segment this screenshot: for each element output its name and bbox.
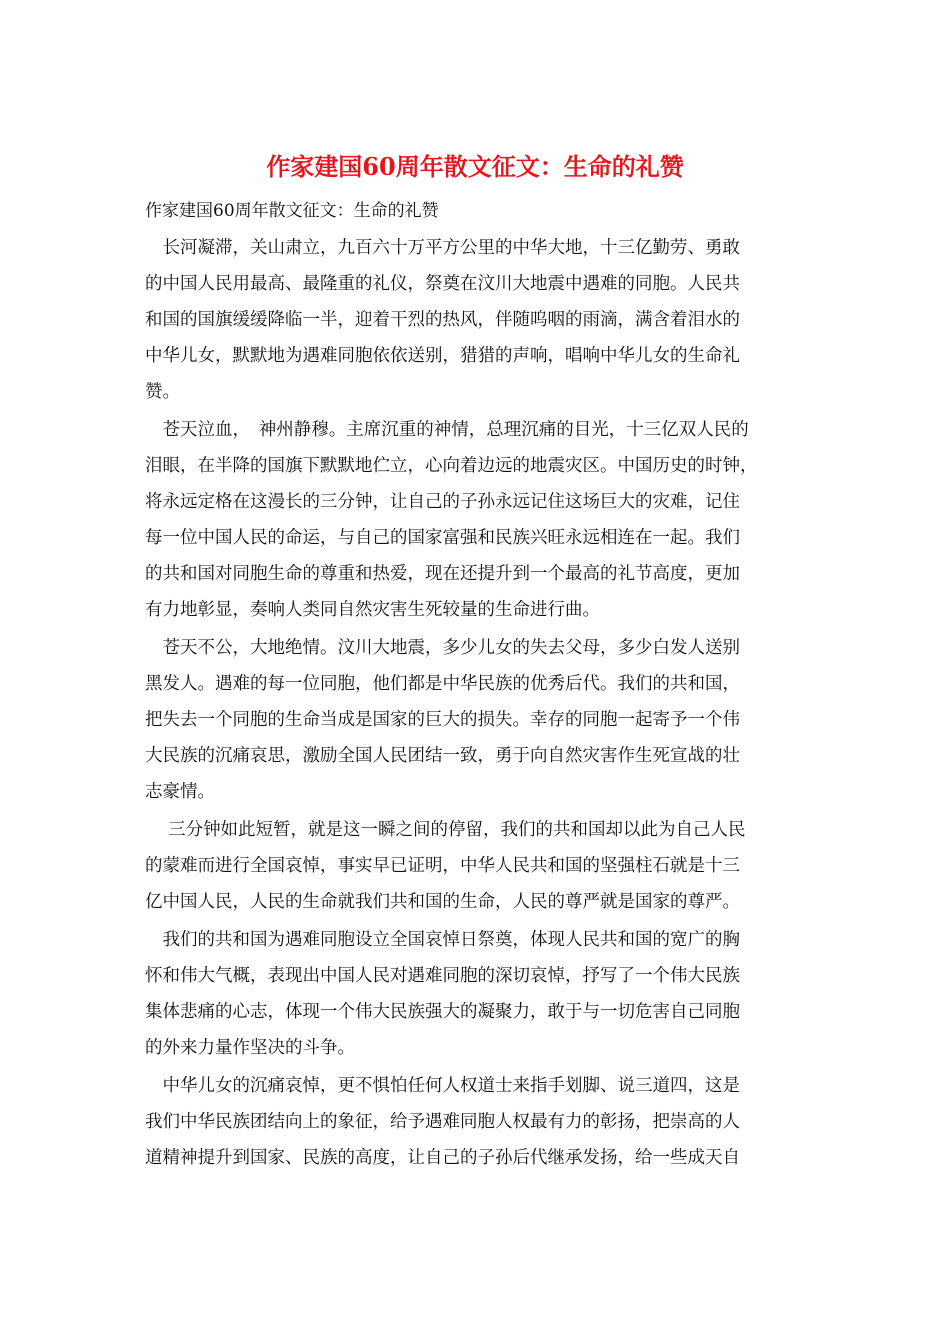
text-line: 黑发人。遇难的每一位同胞，他们都是中华民族的优秀后代。我们的共和国， <box>145 674 740 694</box>
text-line: 志豪情。 <box>145 782 215 802</box>
text-line: 泪眼，在半降的国旗下默默地伫立，心向着边远的地震灾区。中国历史的时钟， <box>145 456 758 476</box>
text-line: 的外来力量作坚决的斗争。 <box>145 1038 355 1058</box>
text-line: 赞。 <box>145 382 180 402</box>
paragraph <box>145 812 810 920</box>
text-line: 大民族的沉痛哀思，激励全国人民团结一致，勇于向自然灾害作生死宣战的壮 <box>145 746 740 766</box>
text-line: 中华儿女，默默地为遇难同胞依依送别，猎猎的声响，唱响中华儿女的生命礼 <box>145 346 740 366</box>
text-line: 有力地彰显，奏响人类同自然灾害生死较量的生命进行曲。 <box>145 600 600 620</box>
text-line: 把失去一个同胞的生命当成是国家的巨大的损失。幸存的同胞一起寄予一个伟 <box>145 710 740 730</box>
paragraph <box>145 1068 810 1176</box>
text-line: 我们的共和国为遇难同胞设立全国哀悼日祭奠，体现人民共和国的宽广的胸 <box>145 930 740 950</box>
text-line: 的中国人民用最高、最隆重的礼仪，祭奠在汶川大地震中遇难的同胞。人民共 <box>145 274 740 294</box>
text-line: 长河凝滞，关山肃立，九百六十万平方公里的中华大地，十三亿勤劳、勇敢 <box>145 238 740 258</box>
paragraph <box>145 630 810 810</box>
text-line: 的共和国对同胞生命的尊重和热爱，现在还提升到一个最高的礼节高度，更加 <box>145 564 740 584</box>
text-line: 中华儿女的沉痛哀悼，更不惧怕任何人权道士来指手划脚、说三道四，这是 <box>145 1076 740 1096</box>
text-line: 的蒙难而进行全国哀悼，事实早已证明，中华人民共和国的坚强柱石就是十三 <box>145 856 740 876</box>
document-body <box>145 230 810 1178</box>
document-subtitle: 作家建国60周年散文征文：生命的礼赞 <box>145 201 439 221</box>
paragraph <box>145 412 810 628</box>
text-line: 亿中国人民，人民的生命就我们共和国的生命，人民的尊严就是国家的尊严。 <box>145 892 740 912</box>
text-line: 三分钟如此短暂，就是这一瞬之间的停留，我们的共和国却以此为自己人民 <box>145 820 746 840</box>
text-line: 苍天不公，大地绝情。汶川大地震，多少儿女的失去父母，多少白发人送别 <box>145 638 740 658</box>
text-line: 集体悲痛的心志，体现一个伟大民族强大的凝聚力，敢于与一切危害自己同胞 <box>145 1002 740 1022</box>
paragraph <box>145 922 810 1066</box>
text-line: 道精神提升到国家、民族的高度，让自己的子孙后代继承发扬，给一些成天自 <box>145 1148 740 1168</box>
paragraph <box>145 230 810 410</box>
text-line: 苍天泣血， 神州静穆。主席沉重的神情，总理沉痛的目光，十三亿双人民的 <box>145 420 749 440</box>
document-title: 作家建国60周年散文征文：生命的礼赞 <box>266 152 684 181</box>
text-line: 和国的国旗缓缓降临一半，迎着干烈的热风，伴随呜咽的雨滴，满含着泪水的 <box>145 310 740 330</box>
text-line: 每一位中国人民的命运，与自己的国家富强和民族兴旺永远相连在一起。我们 <box>145 528 740 548</box>
text-line: 怀和伟大气概，表现出中国人民对遇难同胞的深切哀悼，抒写了一个伟大民族 <box>145 966 740 986</box>
text-line: 将永远定格在这漫长的三分钟，让自己的子孙永远记住这场巨大的灾难，记住 <box>145 492 740 512</box>
text-line: 我们中华民族团结向上的象征，给予遇难同胞人权最有力的彰扬，把崇高的人 <box>145 1112 740 1132</box>
